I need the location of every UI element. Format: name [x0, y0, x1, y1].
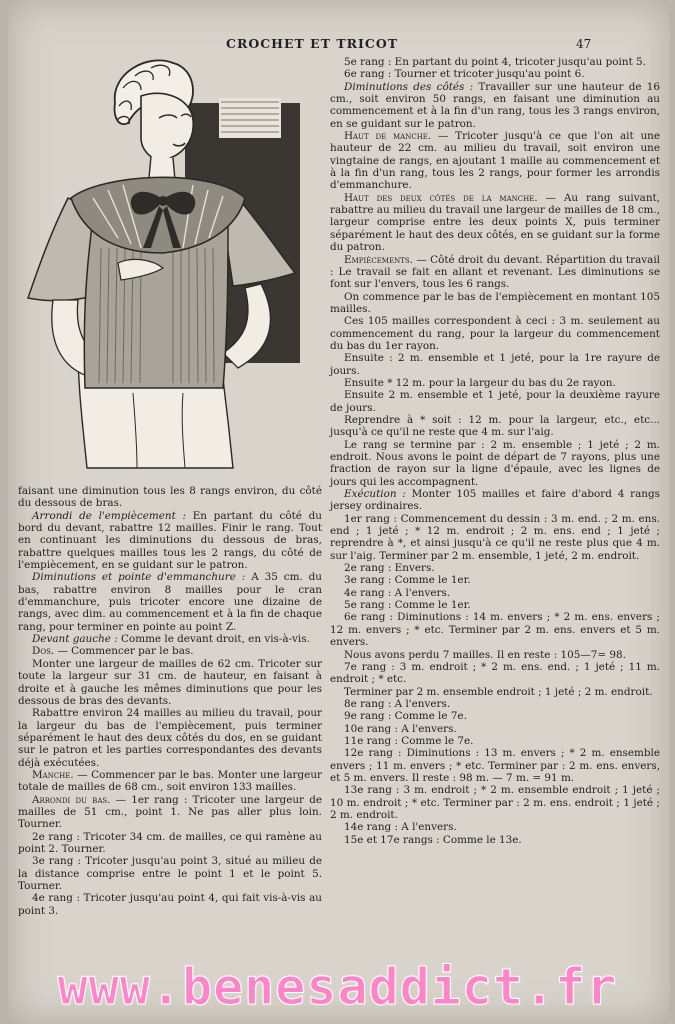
paragraph [330, 81, 660, 130]
magazine-page [8, 0, 670, 1024]
paragraph [330, 130, 660, 192]
section-heading: Dos. [32, 645, 55, 658]
paragraph: 6e rang : Diminutions : 14 m. envers ; * 2 m. ens. envers ; 12 m. envers ; * etc. Terminer par 2 m. ens. envers et 5 m. envers. [330, 611, 660, 649]
section-heading: Manche. [32, 768, 74, 781]
paragraph: Ensuite * 12 m. pour la largeur du bas du 2e rayon. [344, 376, 616, 389]
paragraph: Rabattre environ 24 mailles au milieu du travail, pour la largeur du bas de l'empiècement, puis terminer séparément le haut des deux côtés du dos, en se guidant sur le patron et les parties correspondantes des devants déjà exécutées. [18, 707, 322, 769]
paragraph-text: — Au rang suivant, rabattre au milieu du travail une largeur de mailles de 18 cm., largeur comprise entre les deux points X, puis terminer séparément le haut des deux côtés, en se guidant sur la forme du patron. [330, 191, 660, 254]
paragraph-text: En partant du côté du bord du devant, rabattre 12 mailles. Finir le rang. Tout en continuant les diminutions du dessous de bras, rabattre quelques mailles tous les 2 rangs, du côté de l'empiècement, en se guidant sur le patron. [18, 509, 322, 572]
paragraph: faisant une diminution tous les 8 rangs environ, du côté du dessous de bras. [18, 485, 322, 510]
paragraph: 10e rang : A l'envers. [344, 722, 457, 735]
paragraph: 9e rang : Comme le 7e. [344, 710, 467, 723]
paragraph [18, 645, 322, 657]
paragraph: Ensuite : 2 m. ensemble et 1 jeté, pour la 1re rayure de jours. [330, 352, 660, 377]
paragraph: 2e rang : Envers. [344, 562, 435, 575]
paragraph [330, 254, 660, 291]
paragraph-heading: Diminutions et pointe d'emmanchure : [32, 571, 246, 584]
paragraph-text: — 1er rang : Tricoter une largeur de mailles de 51 cm., point 1. Ne pas aller plus loin. Tourner. [18, 793, 322, 831]
paragraph: 15e et 17e rangs : Comme le 13e. [344, 833, 522, 846]
paragraph [330, 488, 660, 513]
paragraph: 3e rang : Tricoter jusqu'au point 3, situé au milieu de la distance comprise entre le point 1 et le point 5. Tourner. [18, 855, 322, 892]
paragraph: 12e rang : Diminutions : 13 m. envers ; * 2 m. ensemble envers ; 11 m. envers ; * etc. Terminer par : 2 m. ens. envers, et 5 m. envers. Il reste : 98 m. — 7 m. = 91 m. [330, 747, 660, 784]
paragraph-heading: Diminutions des côtés : [344, 80, 474, 93]
paragraph: Ensuite 2 m. ensemble et 1 jeté, pour la deuxième rayure de jours. [330, 389, 660, 414]
paragraph: Nous avons perdu 7 mailles. Il en reste : 105—7= 98. [344, 648, 626, 661]
paragraph: 13e rang : 3 m. endroit ; * 2 m. ensemble endroit ; 1 jeté ; 10 m. endroit ; * etc. Terminer par : 2 m. ens. endroit ; 1 jeté ; 2 m. endroit. [330, 784, 660, 821]
paragraph: 2e rang : Tricoter 34 cm. de mailles, ce qui ramène au point 2. Tourner. [18, 830, 322, 855]
right-text-column [330, 56, 660, 846]
paragraph: 4e rang : Tricoter jusqu'au point 4, qui fait vis-à-vis au point 3. [18, 892, 322, 917]
paragraph: 8e rang : A l'envers. [344, 697, 451, 710]
paragraph: 5e rang : Comme le 1er. [344, 599, 471, 612]
section-heading: Haut des deux côtés de la manche. [344, 191, 538, 204]
paragraph: 5e rang : En partant du point 4, tricoter jusqu'au point 5. [344, 56, 646, 68]
section-heading: Haut de manche. [344, 130, 432, 143]
section-heading: Empiècements. [344, 253, 413, 266]
paragraph: 1er rang : Commencement du dessin : 3 m. end. ; 2 m. ens. end ; 1 jeté ; * 12 m. endroit ; 2 m. ens. end ; 1 jeté ; reprendre à *, et ainsi jusqu'à ce qu'il ne reste plus que 4 m. sur l'aig. Terminer par 2 m. ensemble, 1 jeté, 2 m. endroit. [330, 512, 660, 562]
paragraph [18, 769, 322, 794]
paragraph: Ces 105 mailles correspondent à ceci : 3 m. seulement au commencement du rang, pour la largeur du commencement du bas du 1er rayon. [330, 315, 660, 352]
paragraph [330, 192, 660, 254]
paragraph-heading: Devant gauche : [32, 633, 118, 646]
page-number: 47 [576, 37, 592, 51]
paragraph-text: — Côté droit du devant. Répartition du travail : Le travail se fait en allant et revenant. Les diminutions se font sur l'envers, tous les 6 rangs. [330, 253, 660, 291]
paragraph-heading: Exécution : [344, 488, 406, 501]
paragraph-text: Monter 105 mailles et faire d'abord 4 rangs jersey ordinaires. [330, 488, 660, 513]
paragraph: Monter une largeur de mailles de 62 cm. Tricoter sur toute la largeur sur 31 cm. de hauteur, en faisant à droite et à gauche les mêmes diminutions que pour les dessous de bras des devants. [18, 657, 322, 707]
woman-knitted-bed-jacket-illustration [23, 48, 323, 473]
paragraph: Reprendre à * soit : 12 m. pour la largeur, etc., etc... jusqu'à ce qu'il ne reste que 4 m. sur l'aig. [330, 413, 660, 439]
running-header: CROCHET ET TRICOT [226, 36, 399, 51]
paragraph [18, 633, 322, 645]
paragraph: 6e rang : Tourner et tricoter jusqu'au point 6. [344, 68, 585, 81]
paragraph-heading: Arrondi de l'empiècement : [32, 509, 186, 522]
paragraph [18, 571, 322, 633]
left-text-column [18, 485, 322, 917]
paragraph-text: A 35 cm. du bas, rabattre environ 8 mailles pour le cran d'emmanchure, puis tricoter encore une dizaine de rangs, avec dim. au commencement et à la fin de chaque rang, pour terminer en pointe au point Z. [18, 571, 322, 633]
paragraph-text: — Commencer par le bas. Monter une largeur totale de mailles de 68 cm., soit environ 133 mailles. [18, 768, 322, 794]
paragraph-text: Comme le devant droit, en vis-à-vis. [117, 633, 310, 646]
paragraph: Terminer par 2 m. ensemble endroit ; 1 jeté ; 2 m. endroit. [344, 685, 653, 698]
paragraph: 11e rang : Comme le 7e. [344, 734, 474, 747]
paragraph: 7e rang : 3 m. endroit ; * 2 m. ens. end. ; 1 jeté ; 11 m. endroit ; * etc. [330, 660, 660, 686]
paragraph: 4e rang : A l'envers. [344, 586, 451, 599]
paragraph: Le rang se termine par : 2 m. ensemble ; 1 jeté ; 2 m. endroit. Nous avons le point de départ de 7 rayons, plus une fraction de rayon sur la ligne d'épaule, avec les lignes de jours qui les accompagnent. [330, 438, 660, 488]
paragraph: On commence par le bas de l'empiècement en montant 105 mailles. [330, 290, 660, 315]
paragraph [18, 794, 322, 831]
paragraph-text: — Commencer par le bas. [54, 645, 194, 658]
paragraph [18, 510, 322, 572]
watermark: www.benesaddict.fr [57, 958, 618, 1016]
paragraph: 3e rang : Comme le 1er. [344, 574, 471, 587]
paragraph-text: Travailler sur une hauteur de 16 cm., soit environ 50 rangs, en faisant une diminution au commencement et à la fin d'un rang, tous les 3 rangs environ, en se guidant sur le patron. [330, 80, 660, 130]
section-heading: Arrondi du bas. [32, 793, 111, 806]
paragraph: 14e rang : A l'envers. [344, 821, 457, 834]
paragraph-text: — Tricoter jusqu'à ce que l'on ait une hauteur de 22 cm. au milieu du travail, soit environ une vingtaine de rangs, en ajoutant 1 maille au commencement et à la fin d'un rang, tous les 2 rangs, pour former les arrondis d'emmanchure. [330, 130, 661, 192]
